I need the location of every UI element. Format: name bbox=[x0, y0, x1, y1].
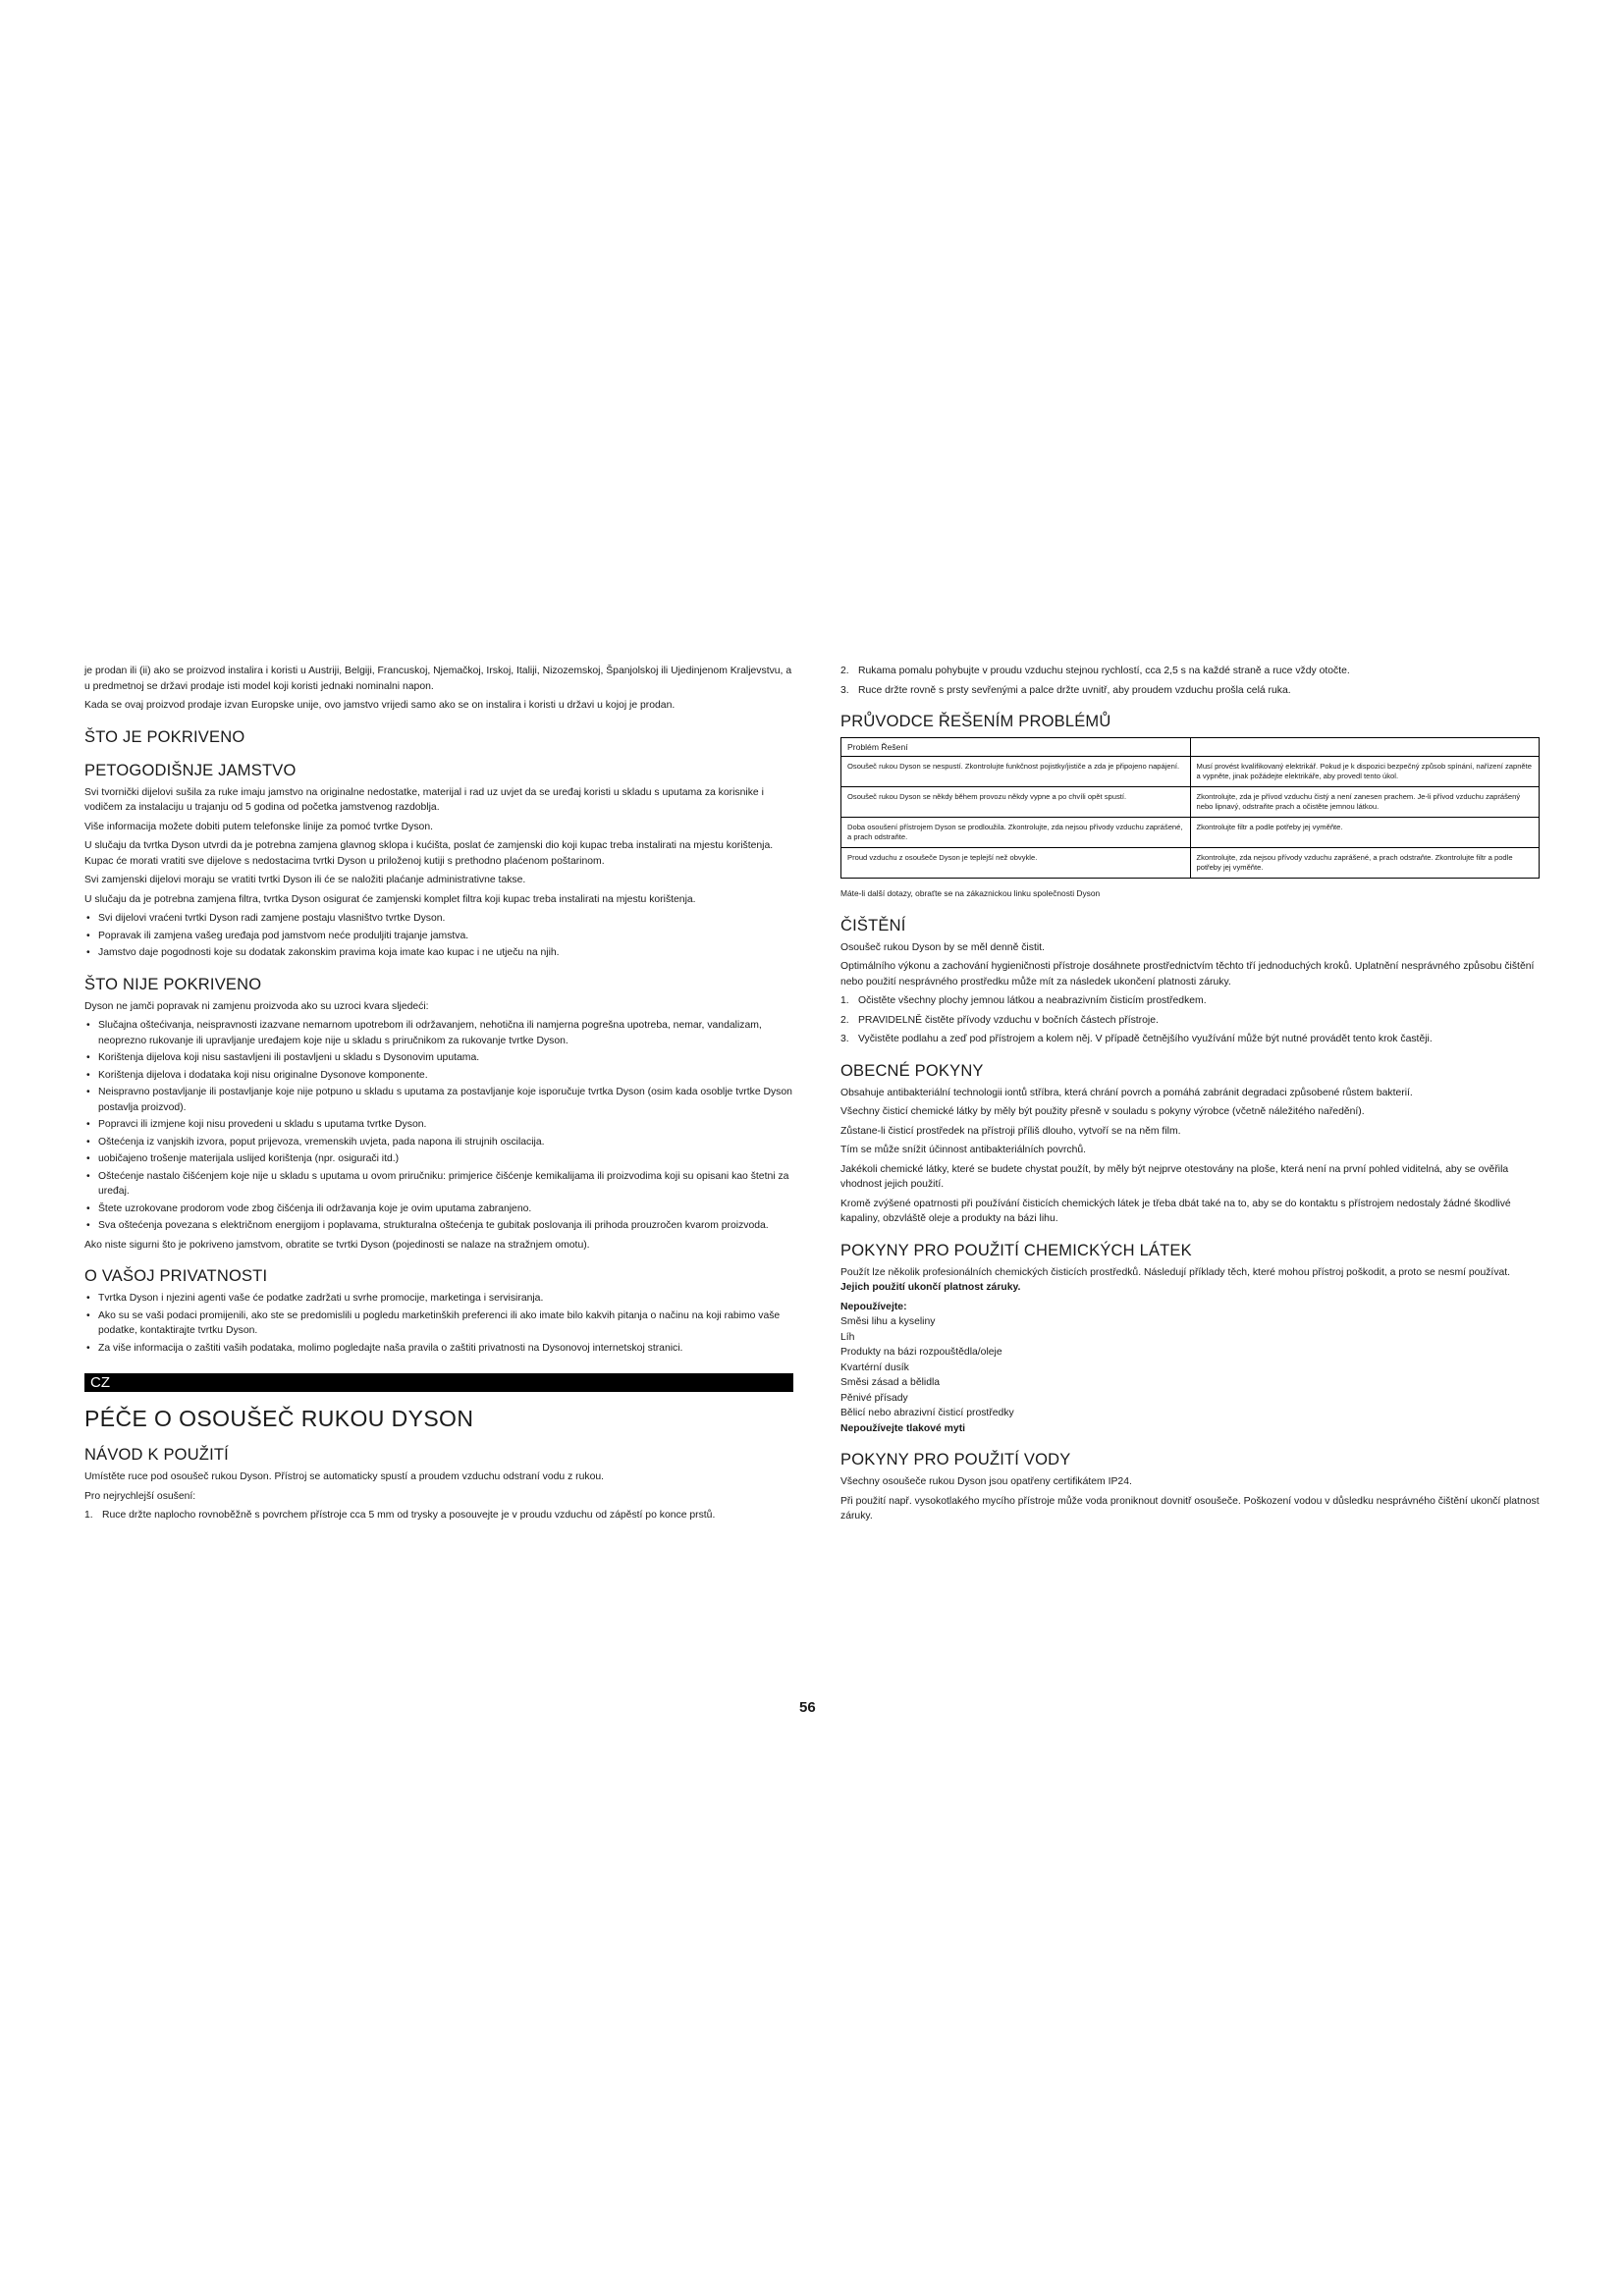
usage-steps-list bbox=[84, 1508, 793, 1523]
intro-paragraph-2: Kada se ovaj proizvod prodaje izvan Europske unije, ovo jamstvo vrijedi samo ako se on instalira i koristi u državi u kojoj je prodan. bbox=[84, 700, 676, 711]
warranty-paragraph: Svi zamjenski dijelovi moraju se vratiti tvrtki Dyson ili će se naložiti plaćanje administrativne takse. bbox=[84, 875, 526, 885]
heading-water-instructions: POKYNY PRO POUŽITÍ VODY bbox=[840, 1451, 1071, 1468]
list-item bbox=[840, 1013, 1540, 1029]
heading-cleaning: ČIŠTĚNÍ bbox=[840, 916, 906, 934]
table-cell-problem: Doba osoušení přístrojem Dyson se prodloužila. Zkontrolujte, zda nejsou přívody vzduchu zaprášené, a prach odstraňte. bbox=[841, 818, 1191, 848]
warranty-paragraph: Svi tvornički dijelovi sušila za ruke imaju jamstvo na originalne nedostatke, materijal i rad uz uvjet da se uređaj koristi u skladu s uputama za korisnike i vodičem za instalaciju u trajanju od 5 godina od početka jamstvenog razdoblja. bbox=[84, 786, 764, 813]
chemical-item: Kvartérní dusík bbox=[840, 1362, 909, 1373]
list-item bbox=[840, 664, 1540, 679]
list-item: • Popravak ili zamjena vašeg uređaja pod jamstvom neće produljiti trajanje jamstva. bbox=[84, 929, 793, 944]
table-cell-problem: Osoušeč rukou Dyson se nespustí. Zkontrolujte funkčnost pojistky/jističe a zda je připojeno napájení. bbox=[841, 757, 1191, 787]
heading-usage-instructions: NÁVOD K POUŽITÍ bbox=[84, 1446, 229, 1464]
list-item: • Jamstvo daje pogodnosti koje su dodatak zakonskim pravima koja imate kao kupac i ne utječu na njih. bbox=[84, 945, 793, 961]
table-cell-problem: Proud vzduchu z osoušeče Dyson je teplejší než obvykle. bbox=[841, 848, 1191, 879]
not-covered-intro: Dyson ne jamči popravak ni zamjenu proizvoda ako su uzroci kvara sljedeći: bbox=[84, 1000, 429, 1012]
list-item: • Za više informacija o zaštiti vaših podataka, molimo pogledajte naša pravila o zaštiti privatnosti na Dysonovoj internetskoj stranici. bbox=[84, 1341, 793, 1357]
general-paragraph: Kromě zvýšené opatrnosti při používání čisticích chemických látek je třeba dbát také na to, aby se do kontaktu s přístrojem nedostaly žádné škodlivé kapaliny, obzvláště oleje a produkty na bázi lihu. bbox=[840, 1198, 1511, 1224]
list-item: • Ako su se vaši podaci promijenili, ako ste se predomislili u pogledu marketinških preferenci ili ako imate bilo kakvih pitanja o načinu na koji rabimo vaše podatke, kontaktirajte tvrtku Dyson. bbox=[84, 1308, 793, 1339]
list-item: • Korištenja dijelova koji nisu sastavljeni ili postavljeni u skladu s Dysonovim uputama. bbox=[84, 1050, 793, 1066]
list-item: • Neispravno postavljanje ili postavljanje koje nije potpuno u skladu s uputama za postavljanje koje isporučuje tvrtka Dyson (osim kada osoblje tvrtke Dyson postavlja proizvod). bbox=[84, 1085, 793, 1115]
not-covered-outro: Ako niste sigurni što je pokriveno jamstvom, obratite se tvrtki Dyson (pojedinosti se nalaze na stražnjem omotu). bbox=[84, 1239, 590, 1251]
table-cell-solution: Zkontrolujte, zda nejsou přívody vzduchu zaprášené, a prach odstraňte. Zkontrolujte filtr a podle potřeby jej vyměňte. bbox=[1190, 848, 1540, 879]
list-item: • Svi dijelovi vraćeni tvrtki Dyson radi zamjene postaju vlasništvo tvrtke Dyson. bbox=[84, 911, 793, 927]
usage-steps-list-continued bbox=[840, 664, 1540, 698]
table-note: Máte-li další dotazy, obraťte se na zákaznickou linku společnosti Dyson bbox=[840, 888, 1101, 898]
table-cell-solution: Musí provést kvalifikovaný elektrikář. Pokud je k dispozici bezpečný způsob spínání, nařízení zapněte a vypněte, jinak požádejte elektrikáře, aby provedl tento úkol. bbox=[1190, 757, 1540, 787]
intro-paragraph-1: je prodan ili (ii) ako se proizvod instalira i koristi u Austriji, Belgiji, Francuskoj, Njemačkoj, Irskoj, Italiji, Nizozemskoj, Španjolskoj ili Ujedinjenom Kraljevstvu, a u predmetnoj se državi prodaje isti model koji koristi jednaki nominalni napon. bbox=[84, 666, 792, 692]
warranty-paragraph: Više informacija možete dobiti putem telefonske linije za pomoć tvrtke Dyson. bbox=[84, 821, 433, 832]
list-item: • Tvrtka Dyson i njezini agenti vaše će podatke zadržati u svrhe promocije, marketinga i servisiranja. bbox=[84, 1291, 793, 1307]
table-row bbox=[841, 848, 1540, 879]
step-text: Očistěte všechny plochy jemnou látkou a neabrazivním čisticím prostředkem. bbox=[858, 995, 1207, 1006]
warranty-bullet-list bbox=[84, 911, 793, 961]
table-header-cell: Problém Řešení bbox=[841, 738, 1191, 757]
heading-what-is-covered: ŠTO JE POKRIVENO bbox=[84, 727, 245, 746]
general-paragraph: Obsahuje antibakteriální technologii iontů stříbra, která chrání povrch a pomáhá zabránit degradaci způsobené růstem bakterií. bbox=[840, 1087, 1413, 1098]
warranty-paragraph: U slučaju da je potrebna zamjena filtra, tvrtka Dyson osigurat će zamjenski komplet filtra koji kupac treba instalirati na mjestu korištenja. bbox=[84, 893, 696, 905]
left-column bbox=[84, 664, 793, 1527]
list-item bbox=[840, 683, 1540, 699]
step-number: 1. bbox=[840, 995, 849, 1006]
step-text: Vyčistěte podlahu a zeď pod přístrojem a kolem něj. V případě četnějšího využívání může být nutné provádět tento krok častěji. bbox=[858, 1034, 1433, 1044]
list-item: • Slučajna oštećivanja, neispravnosti izazvane nemarnom upotrebom ili održavanjem, nehotična ili namjerna pogrešna upotreba, nemar, vandalizam, neoprezno rukovanje ili upravljanje uređajem koje nije u skladu s priručnikom za rukovanje tvrtke Dyson. bbox=[84, 1018, 793, 1048]
general-paragraph: Všechny čisticí chemické látky by měly být použity přesně v souladu s pokyny výrobce (včetně náležitého naředění). bbox=[840, 1106, 1365, 1117]
heading-what-is-not-covered: ŠTO NIJE POKRIVENO bbox=[84, 975, 262, 993]
table-cell-solution: Zkontrolujte, zda je přívod vzduchu čistý a není zanesen prachem. Je-li přívod vzduchu zaprášený nebo lipnavý, odstraňte prach a očistěte jemnou látkou. bbox=[1190, 787, 1540, 818]
table-cell-solution: Zkontrolujte filtr a podle potřeby jej vyměňte. bbox=[1190, 818, 1540, 848]
chemical-item: Produkty na bázi rozpouštědla/oleje bbox=[840, 1347, 1002, 1358]
step-text: PRAVIDELNĚ čistěte přívody vzduchu v bočních částech přístroje. bbox=[858, 1014, 1159, 1026]
troubleshooting-table bbox=[840, 737, 1540, 879]
table-header-cell-empty bbox=[1190, 738, 1540, 757]
list-item: • Korištenja dijelova i dodataka koji nisu originalne Dysonove komponente. bbox=[84, 1068, 793, 1084]
water-paragraph: Všechny osoušeče rukou Dyson jsou opatřeny certifikátem IP24. bbox=[840, 1476, 1132, 1487]
list-item bbox=[840, 1032, 1540, 1047]
step-text: Ruce držte rovně s prsty sevřenými a palce držte uvnitř, aby proudem vzduchu prošla celá ruka. bbox=[858, 684, 1291, 696]
step-number: 1. bbox=[84, 1510, 93, 1521]
cleaning-steps-list bbox=[840, 993, 1540, 1047]
list-item: • Štete uzrokovane prodorom vode zbog čišćenja ili održavanja koje je ovim uputama zabranjeno. bbox=[84, 1201, 793, 1217]
table-header-row bbox=[841, 738, 1540, 757]
cleaning-paragraph: Optimálního výkonu a zachování hygieničnosti přístroje dosáhnete prostřednictvím těchto tří jednoduchých kroků. Uplatnění nesprávného způsobu čištění nebo použití nesprávného prostředku může mít za následek ukončení platnosti záruky. bbox=[840, 961, 1535, 988]
main-title: PÉČE O OSOUŠEČ RUKOU DYSON bbox=[84, 1406, 474, 1431]
list-item bbox=[84, 1508, 793, 1523]
right-column bbox=[840, 664, 1540, 1528]
chemical-item: Bělicí nebo abrazivní čisticí prostředky bbox=[840, 1408, 1014, 1418]
heading-five-year-warranty: PETOGODIŠNJE JAMSTVO bbox=[84, 761, 297, 779]
step-text: Rukama pomalu pohybujte v proudu vzduchu stejnou rychlostí, cca 2,5 s na každé straně a ruce vždy otočte. bbox=[858, 666, 1350, 676]
heading-troubleshooting: PRŮVODCE ŘEŠENÍM PROBLÉMŮ bbox=[840, 713, 1111, 730]
general-paragraph: Jakékoli chemické látky, které se budete chystat použít, by měly být nejprve otestovány na ploše, která není na první pohled viditelná, aby se ověřila vhodnost jejich použití. bbox=[840, 1163, 1509, 1190]
list-item bbox=[840, 993, 1540, 1009]
table-row bbox=[841, 787, 1540, 818]
heading-chemical-instructions: POKYNY PRO POUŽITÍ CHEMICKÝCH LÁTEK bbox=[840, 1241, 1192, 1259]
language-tag-bar: CZ bbox=[84, 1373, 793, 1392]
chemicals-intro-text: Použít lze několik profesionálních chemických čisticích prostředků. Následují příklady těch, které mohou přístroj poškodit, a proto se nesmí používat. bbox=[840, 1266, 1511, 1278]
table-row bbox=[841, 818, 1540, 848]
step-number: 2. bbox=[840, 1014, 849, 1026]
usage-paragraph: Pro nejrychlejší osušení: bbox=[84, 1490, 196, 1502]
do-not-use-label: Nepoužívejte: bbox=[840, 1301, 907, 1312]
no-pressure-washing: Nepoužívejte tlakové myti bbox=[840, 1422, 966, 1434]
chemicals-intro bbox=[840, 1265, 1540, 1296]
chemical-item: Směsi zásad a bělidla bbox=[840, 1377, 941, 1388]
heading-privacy: O VAŠOJ PRIVATNOSTI bbox=[84, 1267, 268, 1285]
chemical-item: Směsi lihu a kyseliny bbox=[840, 1316, 936, 1327]
warranty-paragraph: U slučaju da tvrtka Dyson utvrdi da je potrebna zamjena glavnog sklopa i kućišta, poslat će zamjenski dio koji kupac treba instalirati na mjestu korištenja. Kupac će morati vratiti sve dijelove s nedostacima tvrtki Dyson u priloženoj kutiji s prethodno plaćenom poštarinom. bbox=[84, 840, 774, 867]
cleaning-paragraph: Osoušeč rukou Dyson by se měl denně čistit. bbox=[840, 941, 1045, 953]
general-paragraph: Tím se může snížit účinnost antibakteriálních povrchů. bbox=[840, 1145, 1087, 1155]
chemical-item: Líh bbox=[840, 1331, 855, 1343]
list-item: • Popravci ili izmjene koji nisu provedeni u skladu s uputama tvrtke Dyson. bbox=[84, 1117, 793, 1133]
list-item: • Oštećenja iz vanjskih izvora, poput prijevoza, vremenskih uvjeta, pada napona ili strujnih oscilacija. bbox=[84, 1135, 793, 1150]
privacy-bullet-list bbox=[84, 1291, 793, 1356]
list-item: • Sva oštećenja povezana s električnom energijom i poplavama, strukturalna oštećenja te gubitak poslovanja ili prihoda prouzročen kvarom proizvoda. bbox=[84, 1218, 793, 1234]
table-cell-problem: Osoušeč rukou Dyson se někdy během provozu někdy vypne a po chvíli opět spustí. bbox=[841, 787, 1191, 818]
usage-paragraph: Umístěte ruce pod osoušeč rukou Dyson. Přístroj se automaticky spustí a proudem vzduchu odstraní vodu z rukou. bbox=[84, 1471, 605, 1482]
list-item: • uobičajeno trošenje materijala uslijed korištenja (npr. osigurači itd.) bbox=[84, 1151, 793, 1167]
chemical-item: Pěnivé přísady bbox=[840, 1392, 908, 1404]
page-number: 56 bbox=[799, 1699, 816, 1716]
table-row bbox=[841, 757, 1540, 787]
step-number: 3. bbox=[840, 684, 849, 696]
list-item: • Oštećenje nastalo čišćenjem koje nije u skladu s uputama u ovom priručniku: primjerice čišćenje kemikalijama ili proizvodima koji su opisani kao štetni za uređaj. bbox=[84, 1169, 793, 1200]
heading-general-instructions: OBECNÉ POKYNY bbox=[840, 1061, 984, 1080]
step-number: 3. bbox=[840, 1034, 849, 1044]
step-number: 2. bbox=[840, 666, 849, 676]
warranty-warning: Jejich použití ukončí platnost záruky. bbox=[840, 1282, 1021, 1293]
step-text: Ruce držte naplocho rovnoběžně s povrchem přístroje cca 5 mm od trysky a posouvejte je v proudu vzduchu od zápěstí po konce prstů. bbox=[102, 1510, 716, 1521]
general-paragraph: Zůstane-li čisticí prostředek na přístroji příliš dlouho, vytvoří se na něm film. bbox=[840, 1125, 1181, 1137]
water-paragraph: Při použití např. vysokotlakého mycího přístroje může voda proniknout dovnitř osoušeče. Poškození vodou v důsledku nesprávného čištění ukončí platnost záruky. bbox=[840, 1495, 1540, 1522]
not-covered-bullet-list bbox=[84, 1018, 793, 1234]
